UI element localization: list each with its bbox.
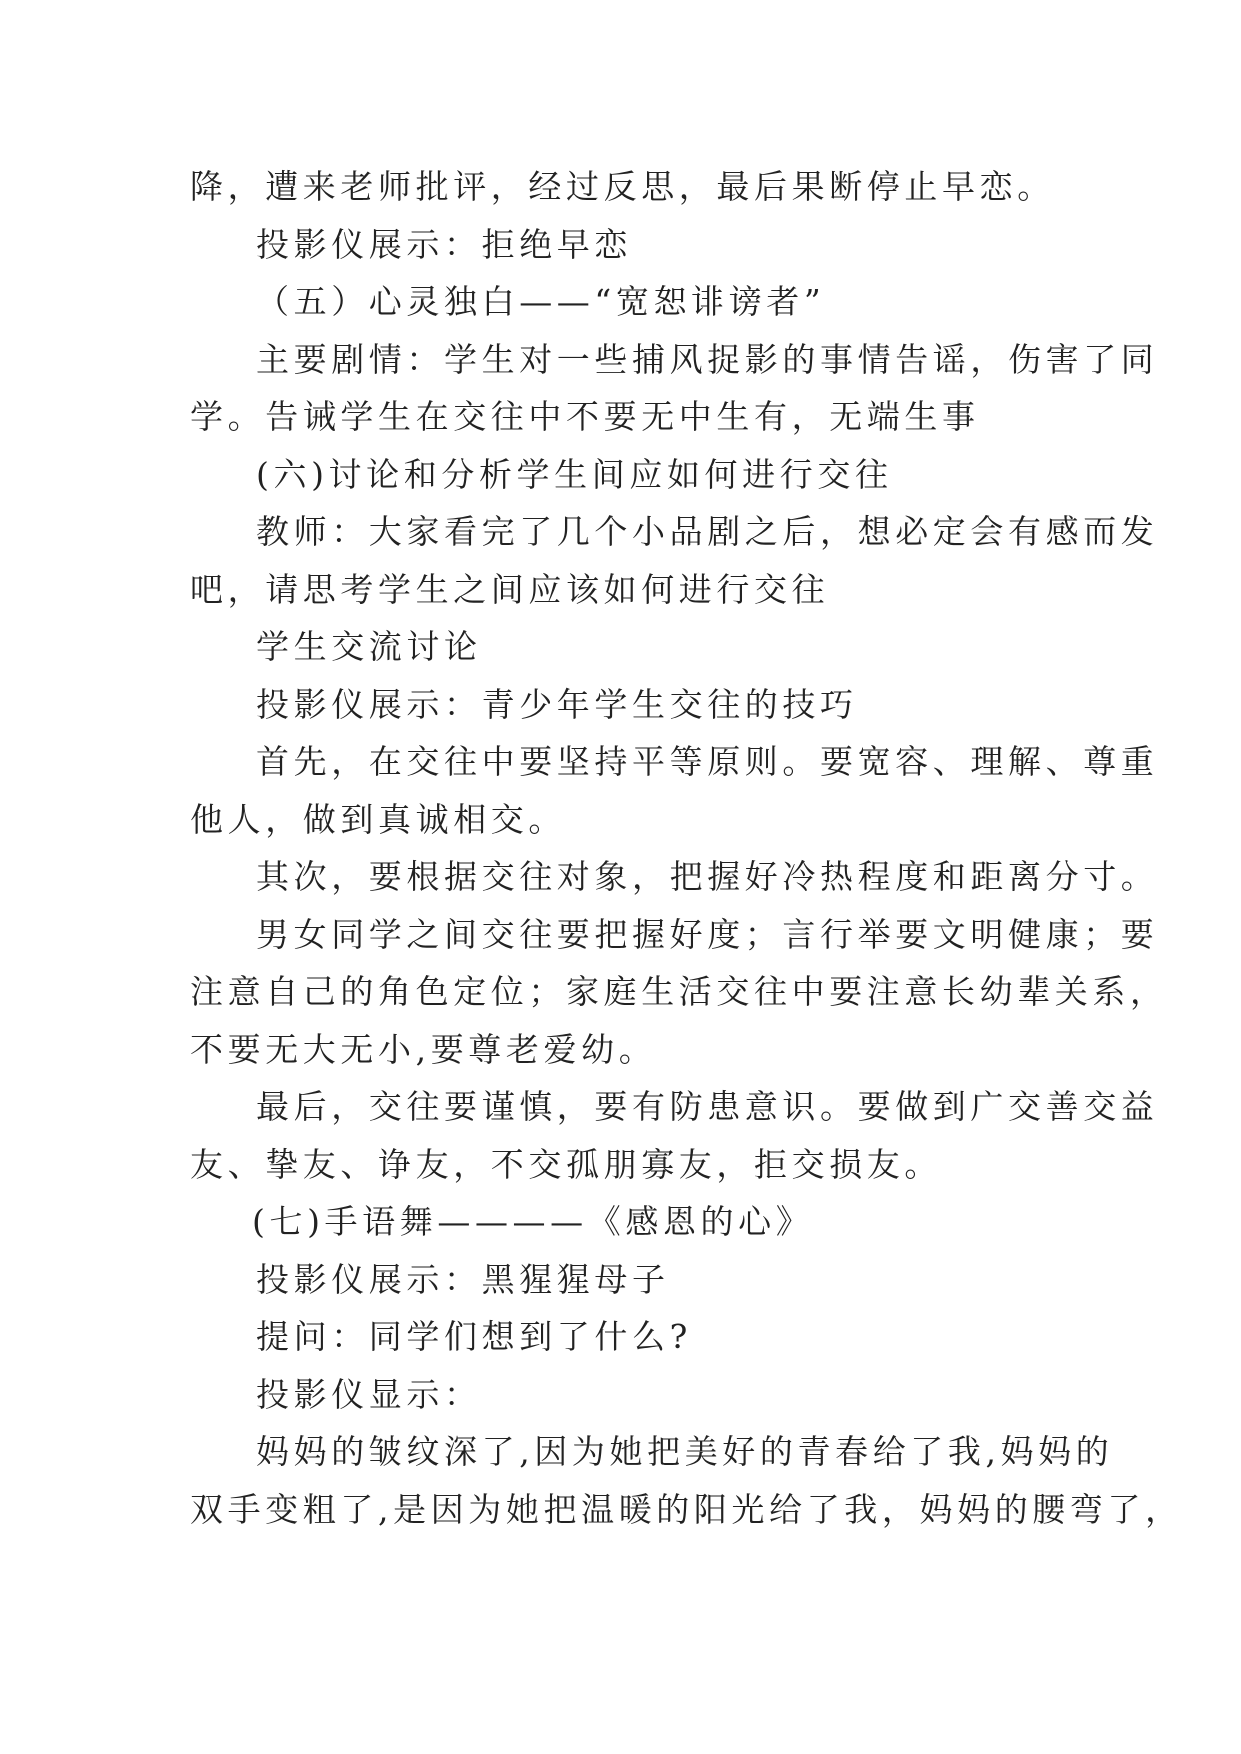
body-line-main-plot: 主要剧情：学生对一些捕风捉影的事情告谣，伤害了同 (256, 339, 1159, 379)
body-line-projector-skills: 投影仪展示：青少年学生交往的技巧 (256, 684, 858, 724)
body-line-continuation: 降，遭来老师批评，经过反思，最后果断停止早恋。 (190, 167, 1055, 206)
body-line-mother-2: 双手变粗了,是因为她把温暖的阳光给了我，妈妈的腰弯了， (190, 1489, 1183, 1529)
body-line-second: 其次，要根据交往对象，把握好冷热程度和距离分寸。 (256, 857, 1159, 896)
document-body (190, 158, 1183, 1538)
body-line-finally-cont: 友、挚友、诤友，不交孤朋寡友，拒交损友。 (190, 1144, 942, 1184)
body-line-projector-display: 投影仪展示：拒绝早恋 (256, 224, 632, 264)
section-heading-five: （五）心灵独白——“宽恕诽谤者” (256, 282, 826, 321)
body-line-teacher-cont: 吧，请思考学生之间应该如何进行交往 (190, 569, 830, 609)
body-line-first-cont: 他人，做到真诚相交。 (190, 799, 566, 839)
body-line-main-plot-cont: 学。告诫学生在交往中不要无中生有，无端生事 (190, 397, 980, 436)
body-line-mother-1: 妈妈的皱纹深了,因为她把美好的青春给了我,妈妈的 (256, 1432, 1114, 1471)
body-line-finally: 最后，交往要谨慎，要有防患意识。要做到广交善交益 (256, 1087, 1159, 1126)
body-line-question: 提问：同学们想到了什么? (256, 1317, 692, 1356)
body-line-first: 首先，在交往中要坚持平等原则。要宽容、理解、尊重 (256, 742, 1159, 781)
section-heading-six: (六)讨论和分析学生间应如何进行交往 (256, 454, 893, 494)
section-heading-seven: (七)手语舞————《感恩的心》 (252, 1202, 814, 1241)
body-line-teacher: 教师：大家看完了几个小品剧之后，想必定会有感而发 (256, 512, 1159, 551)
body-line-gender: 男女同学之间交往要把握好度；言行举要文明健康；要 (256, 914, 1159, 954)
body-line-gender-cont-2: 不要无大无小,要尊老爱幼。 (190, 1029, 657, 1069)
body-line-projector-show: 投影仪显示： (256, 1374, 482, 1414)
body-line-gender-cont-1: 注意自己的角色定位；家庭生活交往中要注意长幼辈关系， (190, 972, 1168, 1011)
body-line-student-discussion: 学生交流讨论 (256, 627, 482, 666)
body-line-projector-chimp: 投影仪展示：黑猩猩母子 (256, 1259, 670, 1299)
